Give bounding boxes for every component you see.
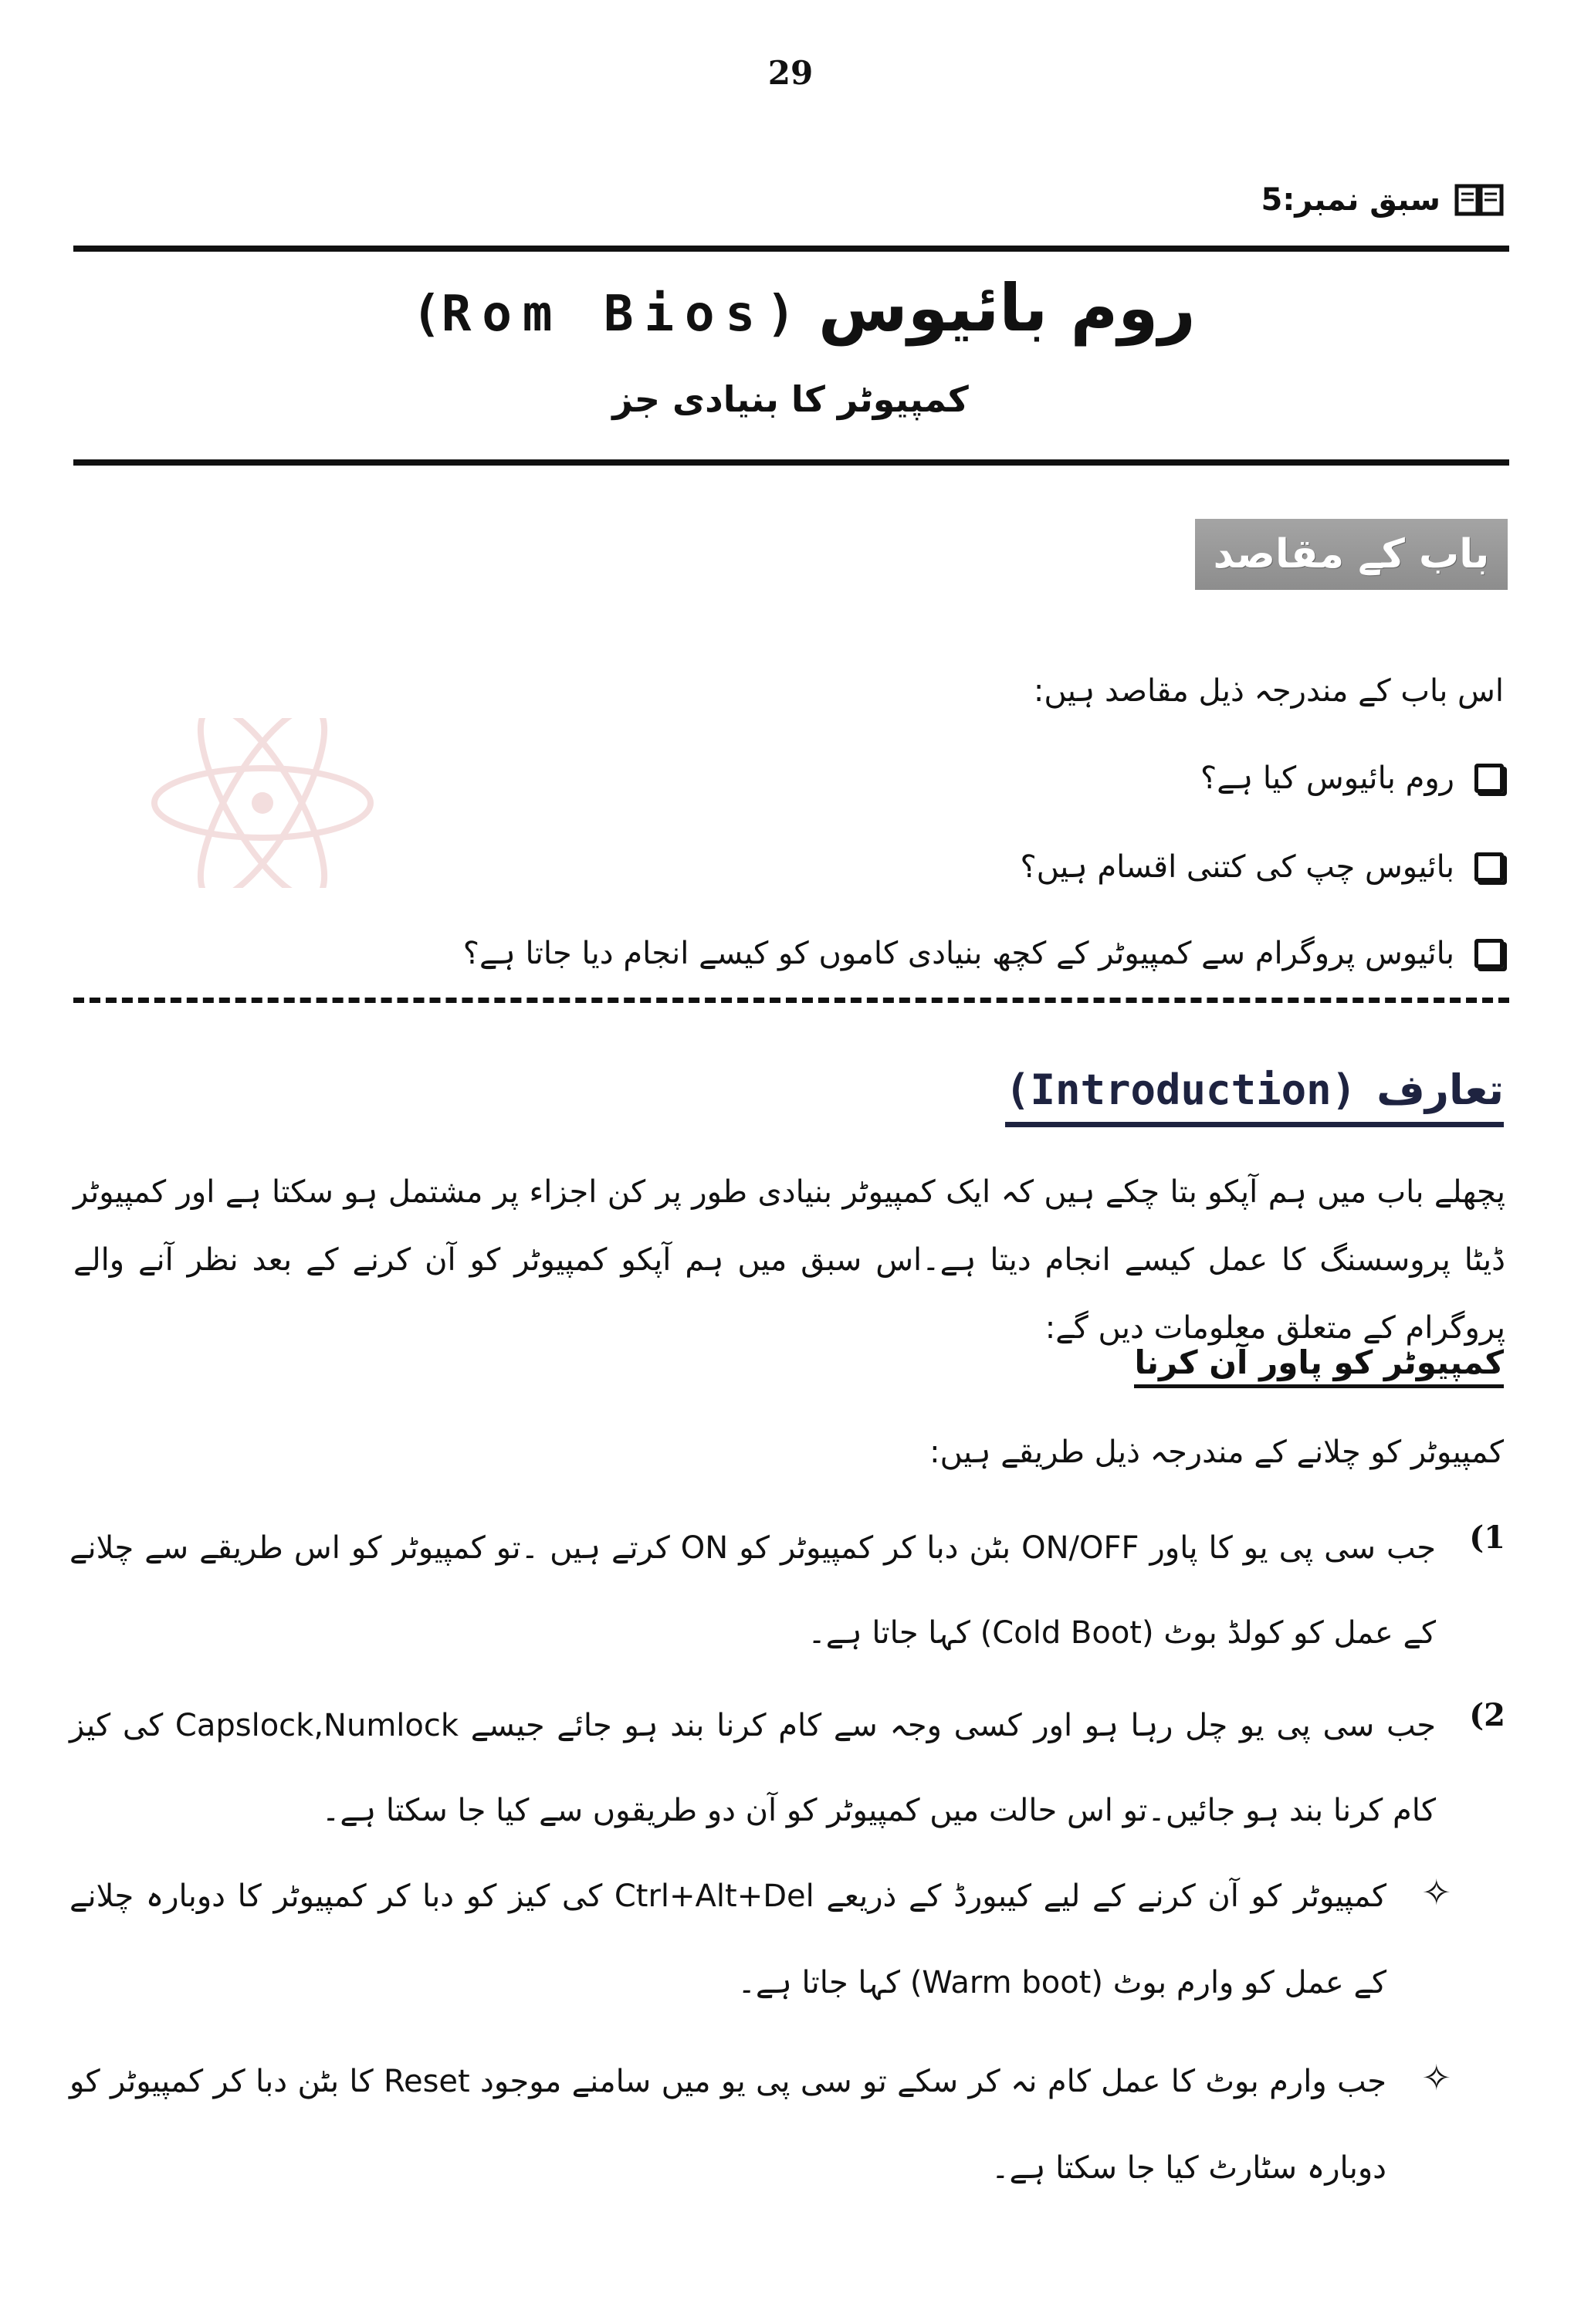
objective-text: روم بائیوس کیا ہے؟	[1200, 761, 1454, 796]
atom-watermark-icon	[147, 718, 378, 888]
methods-intro: کمپیوٹر کو چلانے کے مندرجہ ذیل طریقے ہیں:	[929, 1435, 1504, 1470]
title-bottom-divider	[73, 459, 1509, 466]
page-number: 29	[767, 54, 814, 92]
numbered-item	[69, 1506, 1505, 1675]
lesson-label	[1261, 181, 1504, 219]
objectives-intro: اس باب کے مندرجہ ذیل مقاصد ہیں:	[1033, 673, 1504, 709]
bullet-item	[69, 2038, 1451, 2211]
objective-item	[1020, 849, 1504, 885]
objective-item	[463, 936, 1504, 971]
item-number: 2)	[1469, 1697, 1505, 1733]
numbered-item	[69, 1683, 1505, 1853]
item-text: جب سی پی یو چل رہا ہو اور کسی وجہ سے کام کرنا بند ہو جائے جیسے Capslock,Numlock کی کیز کام کرنا بند ہو جائیں۔تو اس حالت میں کمپیوٹر کو آن دو طریقوں سے کیا جا سکتا ہے۔	[69, 1708, 1436, 1828]
checkbox-icon	[1474, 939, 1504, 968]
chapter-subtitle: کمپیوٹر کا بنیادی جز	[612, 378, 969, 420]
star-bullet-icon: ✧	[1421, 1872, 1451, 1913]
checkbox-icon	[1474, 852, 1504, 882]
chapter-title	[0, 270, 1581, 346]
bullet-item	[69, 1853, 1451, 2026]
top-divider	[73, 246, 1509, 252]
objectives-heading-box: باب کے مقاصد	[1195, 519, 1508, 590]
objective-text: بائیوس چپ کی کتنی اقسام ہیں؟	[1020, 849, 1454, 885]
bullet-text: کمپیوٹر کو آن کرنے کے لیے کیبورڈ کے ذریعے Ctrl+Alt+Del کی کیز کو دبا کر کمپیوٹر کا دوبارہ چلانے کے عمل کو وارم بوٹ (Warm boot) کہا جاتا ہے۔	[69, 1879, 1386, 2000]
section-heading-introduction	[1005, 1065, 1504, 1127]
item-number: 1)	[1469, 1519, 1505, 1556]
star-bullet-icon: ✧	[1421, 2057, 1451, 2099]
sub-heading-power-on: کمپیوٹر کو پاور آن کرنا	[1134, 1343, 1504, 1388]
chapter-title-latin: (Rom Bios)	[411, 286, 796, 343]
dashed-divider	[73, 998, 1509, 1003]
chapter-title-urdu: روم بائیوس	[818, 270, 1196, 346]
lesson-number-text: سبق نمبر:5	[1261, 182, 1441, 218]
section-heading-latin: (Introduction)	[1004, 1065, 1357, 1114]
intro-paragraph: پچھلے باب میں ہم آپکو بتا چکے ہیں کہ ایک کمپیوٹر بنیادی طور پر کن اجزاء پر مشتمل ہو سکتا ہے اور کمپیوٹر ڈیٹا پروسسنگ کا عمل کیسے انجام دیتا ہے۔اس سبق میں ہم آپکو کمپیوٹر کو آن کرنے کے بعد نظر آنے والے پروگرام کے متعلق معلومات دیں گے:	[73, 1174, 1505, 1346]
objective-item	[1200, 761, 1504, 796]
section-heading-urdu: تعارف	[1376, 1065, 1504, 1114]
open-book-icon	[1454, 181, 1504, 219]
checkbox-icon	[1474, 764, 1504, 793]
item-text: جب سی پی یو کا پاور ON/OFF بٹن دبا کر کمپیوٹر کو ON کرتے ہیں ۔تو کمپیوٹر کو اس طریقے سے چلانے کے عمل کو کولڈ بوٹ (Cold Boot) کہا جاتا ہے۔	[69, 1530, 1437, 1651]
objective-text: بائیوس پروگرام سے کمپیوٹر کے کچھ بنیادی کاموں کو کیسے انجام دیا جاتا ہے؟	[462, 936, 1454, 971]
bullet-text: جب وارم بوٹ کا عمل کام نہ کر سکے تو سی پی یو میں سامنے موجود Reset کا بٹن دبا کر کمپیوٹر کو دوبارہ سٹارٹ کیا جا سکتا ہے۔	[69, 2064, 1386, 2186]
